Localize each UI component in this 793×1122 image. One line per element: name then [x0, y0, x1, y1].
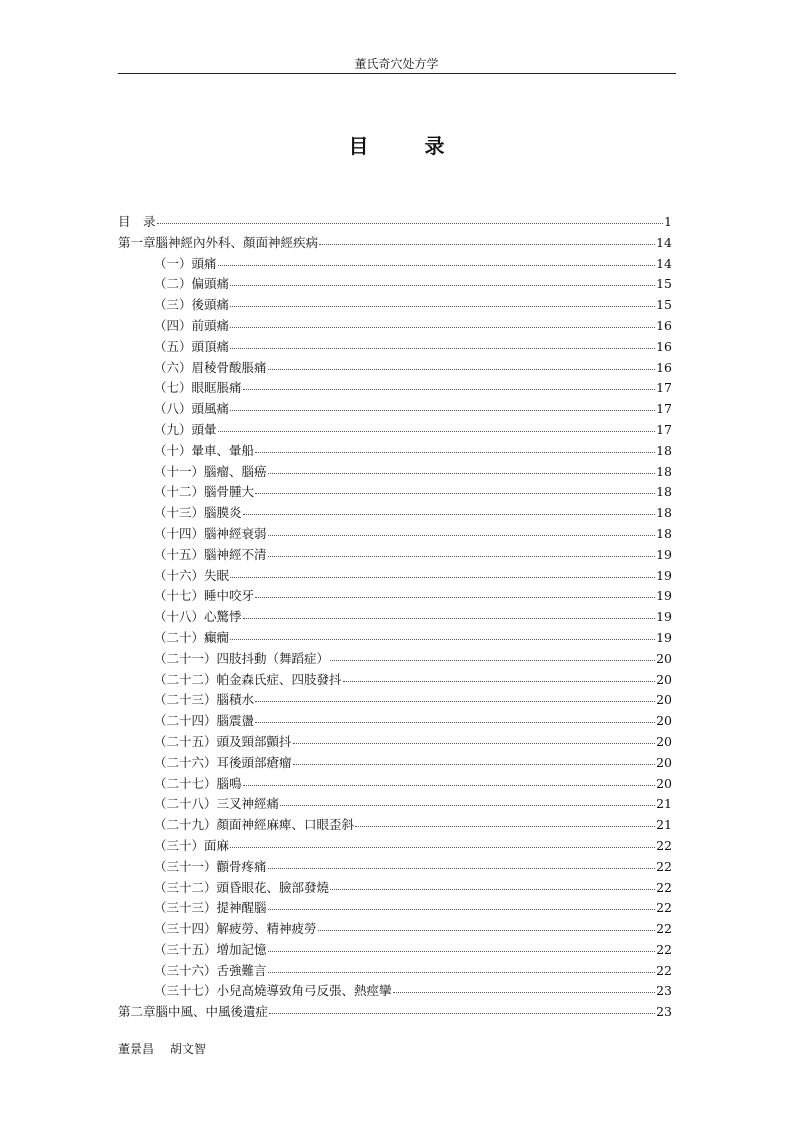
toc-entry-label: 第一章腦神經內外科、顏面神經疾病 — [118, 234, 319, 250]
toc-entry[interactable] — [118, 337, 672, 358]
toc-entry-label: （八）頭風痛 — [154, 401, 230, 417]
toc-entry-page: 22 — [656, 962, 672, 978]
toc-entry[interactable] — [118, 482, 672, 503]
toc-entry-page: 20 — [656, 671, 672, 687]
toc-entry[interactable] — [118, 295, 672, 316]
toc-dot-leader — [243, 502, 656, 515]
toc-entry[interactable] — [118, 919, 672, 940]
toc-dot-leader — [280, 793, 655, 806]
toc-entry-label: （三十三）提神醒腦 — [154, 900, 267, 916]
toc-dot-leader — [243, 377, 656, 390]
toc-entry[interactable] — [118, 711, 672, 732]
toc-entry-page: 21 — [656, 817, 672, 833]
toc-entry-label: （十五）腦神經不清 — [154, 546, 267, 562]
toc-dot-leader — [268, 960, 656, 973]
toc-entry-label: 目 录 — [118, 214, 156, 229]
toc-entry-page: 14 — [656, 234, 672, 250]
toc-entry[interactable] — [118, 981, 672, 1002]
toc-entry-label: （十六）失眠 — [154, 567, 230, 583]
toc-entry-label: （二十七）腦鳴 — [154, 775, 242, 791]
page-title: 目 录 — [348, 134, 463, 158]
toc-entry-page: 22 — [656, 837, 672, 853]
toc-entry-page: 20 — [656, 713, 672, 729]
toc-entry[interactable] — [118, 670, 672, 691]
toc-entry[interactable] — [118, 274, 672, 295]
toc-dot-leader — [268, 523, 656, 536]
toc-entry-page: 1 — [664, 214, 672, 229]
running-header: 董氏奇穴处方学 — [354, 57, 439, 71]
toc-dot-leader — [230, 565, 655, 578]
toc-dot-leader — [255, 481, 655, 494]
toc-entry-page: 17 — [656, 421, 672, 437]
toc-entry-label: （二十九）顏面神經麻痺、口眼歪斜 — [154, 817, 355, 833]
toc-entry-page: 21 — [656, 796, 672, 812]
toc-entry-label: （五）頭頂痛 — [154, 338, 230, 354]
toc-entry-label: （十一）腦瘤、腦癌 — [154, 463, 267, 479]
toc-entry-page: 22 — [656, 900, 672, 916]
toc-entry-page: 16 — [656, 338, 672, 354]
toc-entry-page: 17 — [656, 380, 672, 396]
toc-dot-leader — [230, 627, 655, 640]
toc-dot-leader — [293, 752, 656, 765]
toc-entry-label: （三十一）顴骨疼痛 — [154, 858, 267, 874]
toc-entry-label: （四）前頭痛 — [154, 317, 230, 333]
toc-dot-leader — [330, 877, 655, 890]
toc-entry-label: （三十六）舌強難言 — [154, 962, 267, 978]
footer-authors: 董景昌 胡文智 — [118, 1042, 206, 1056]
toc-entry-label: （十二）腦骨腫大 — [154, 484, 255, 500]
toc-entry-page: 22 — [656, 879, 672, 895]
toc-entry-label: （二十六）耳後頭部瘡瘤 — [154, 754, 292, 770]
toc-entry-page: 16 — [656, 317, 672, 333]
toc-dot-leader — [268, 939, 656, 952]
toc-entry-page: 18 — [656, 484, 672, 500]
toc-entry-label: （七）眼眶脹痛 — [154, 380, 242, 396]
toc-entry-label: （三十）面麻 — [154, 837, 230, 853]
toc-entry-page: 18 — [656, 442, 672, 458]
toc-entry-label: （二十三）腦積水 — [154, 692, 255, 708]
toc-entry[interactable] — [118, 378, 672, 399]
toc-entry-label: （二）偏頭痛 — [154, 276, 230, 292]
toc-entry-page: 23 — [656, 1004, 672, 1020]
toc-entry[interactable] — [118, 690, 672, 711]
toc-entry-page: 20 — [656, 650, 672, 666]
toc-entry[interactable] — [118, 732, 672, 753]
toc-entry[interactable] — [118, 836, 672, 857]
toc-entry-page: 19 — [656, 567, 672, 583]
toc-entry-page: 22 — [656, 921, 672, 937]
toc-dot-leader — [268, 544, 656, 557]
toc-entry-label: （十）暈車、暈船 — [154, 442, 255, 458]
toc-entry[interactable] — [118, 233, 672, 254]
toc-entry-label: （三十五）增加記憶 — [154, 941, 267, 957]
toc-entry[interactable] — [118, 1002, 672, 1023]
toc-entry-label: （二十四）腦震盪 — [154, 713, 255, 729]
toc-entry[interactable] — [118, 462, 672, 483]
toc-entry-page: 15 — [656, 276, 672, 292]
toc-entry[interactable] — [118, 316, 672, 337]
toc-entry[interactable] — [118, 254, 672, 275]
toc-entry[interactable] — [118, 358, 672, 379]
toc-entry-label: （三）後頭痛 — [154, 297, 230, 313]
toc-dot-leader — [268, 461, 656, 474]
toc-entry-page: 20 — [656, 754, 672, 770]
toc-dot-leader — [157, 211, 664, 224]
toc-entry-label: （十四）腦神經衰弱 — [154, 525, 267, 541]
toc-dot-leader — [230, 273, 655, 286]
toc-entry[interactable] — [118, 898, 672, 919]
toc-entry-label: 第二章腦中風、中風後遺症 — [118, 1004, 269, 1020]
toc-entry-page: 22 — [656, 858, 672, 874]
toc-entry[interactable] — [118, 503, 672, 524]
toc-entry-page: 14 — [656, 255, 672, 271]
toc-entry-label: （二十五）頭及頸部顫抖 — [154, 733, 292, 749]
toc-dot-leader — [268, 856, 656, 869]
toc-entry-label: （三十四）解疲勞、精神疲勞 — [154, 921, 317, 937]
toc-dot-leader — [319, 232, 655, 245]
toc-entry-page: 19 — [656, 588, 672, 604]
toc-entry-label: （九）頭暈 — [154, 421, 217, 437]
toc-dot-leader — [255, 585, 655, 598]
toc-dot-leader — [218, 253, 656, 266]
toc-entry[interactable] — [118, 940, 672, 961]
toc-entry-label: （十三）腦膜炎 — [154, 505, 242, 521]
toc-entry[interactable] — [118, 420, 672, 441]
toc-dot-leader — [218, 419, 656, 432]
toc-entry-page: 23 — [656, 983, 672, 999]
toc-dot-leader — [293, 731, 656, 744]
toc-dot-leader — [355, 814, 655, 827]
toc-entry[interactable] — [118, 566, 672, 587]
toc-entry-label: （一）頭痛 — [154, 255, 217, 271]
toc-entry-page: 16 — [656, 359, 672, 375]
toc-entry-label: （二十）癲癇 — [154, 629, 230, 645]
toc-entry-page: 19 — [656, 546, 672, 562]
toc-entry[interactable] — [118, 441, 672, 462]
toc-dot-leader — [330, 648, 655, 661]
toc-entry[interactable] — [118, 815, 672, 836]
toc-dot-leader — [255, 710, 655, 723]
toc-entry-page: 19 — [656, 629, 672, 645]
toc-entry-label: （二十一）四肢抖動（舞蹈症） — [154, 650, 330, 666]
toc-entry-page: 17 — [656, 401, 672, 417]
toc-entry-page: 18 — [656, 505, 672, 521]
toc-entry[interactable] — [118, 878, 672, 899]
toc-dot-leader — [255, 440, 655, 453]
toc-dot-leader — [230, 294, 655, 307]
toc-entry-label: （三十七）小兒高燒導致角弓反張、熱痙攣 — [154, 983, 392, 999]
toc-entry-page: 18 — [656, 463, 672, 479]
toc-dot-leader — [230, 835, 655, 848]
toc-dot-leader — [243, 773, 656, 786]
toc-entry[interactable] — [118, 794, 672, 815]
toc-entry[interactable] — [118, 524, 672, 545]
toc-dot-leader — [269, 1001, 655, 1014]
toc-entry-page: 20 — [656, 775, 672, 791]
toc-entry[interactable] — [118, 961, 672, 982]
toc-entry-page: 18 — [656, 525, 672, 541]
toc-dot-leader — [268, 357, 656, 370]
toc-entry-label: （二十二）帕金森氏症、四肢發抖 — [154, 671, 342, 687]
toc-dot-leader — [255, 689, 655, 702]
toc-entry-page: 15 — [656, 297, 672, 313]
toc-entry-label: （十八）心驚悸 — [154, 609, 242, 625]
toc-entry[interactable] — [118, 628, 672, 649]
toc-dot-leader — [243, 606, 656, 619]
toc-entry-page: 20 — [656, 692, 672, 708]
toc-entry-page: 19 — [656, 609, 672, 625]
header-rule — [118, 73, 676, 74]
toc-entry[interactable] — [118, 753, 672, 774]
toc-entry[interactable] — [118, 212, 672, 233]
toc-entry[interactable] — [118, 857, 672, 878]
toc-entry-label: （三十二）頭昏眼花、臉部發燒 — [154, 879, 330, 895]
toc-entry[interactable] — [118, 586, 672, 607]
toc-entry-page: 20 — [656, 733, 672, 749]
toc-entry-page: 22 — [656, 941, 672, 957]
toc-dot-leader — [318, 918, 656, 931]
toc-dot-leader — [230, 398, 655, 411]
toc-dot-leader — [230, 315, 655, 328]
toc-dot-leader — [268, 897, 656, 910]
toc-entry[interactable] — [118, 774, 672, 795]
toc-entry[interactable] — [118, 545, 672, 566]
toc-entry[interactable] — [118, 399, 672, 420]
toc-entry[interactable] — [118, 649, 672, 670]
toc-entry-label: （十七）睡中咬牙 — [154, 588, 255, 604]
toc-dot-leader — [343, 669, 656, 682]
toc-dot-leader — [393, 980, 656, 993]
toc-entry[interactable] — [118, 607, 672, 628]
table-of-contents — [118, 212, 672, 1023]
toc-entry-label: （二十八）三叉神經痛 — [154, 796, 280, 812]
toc-dot-leader — [230, 336, 655, 349]
toc-entry-label: （六）眉稜骨酸脹痛 — [154, 359, 267, 375]
